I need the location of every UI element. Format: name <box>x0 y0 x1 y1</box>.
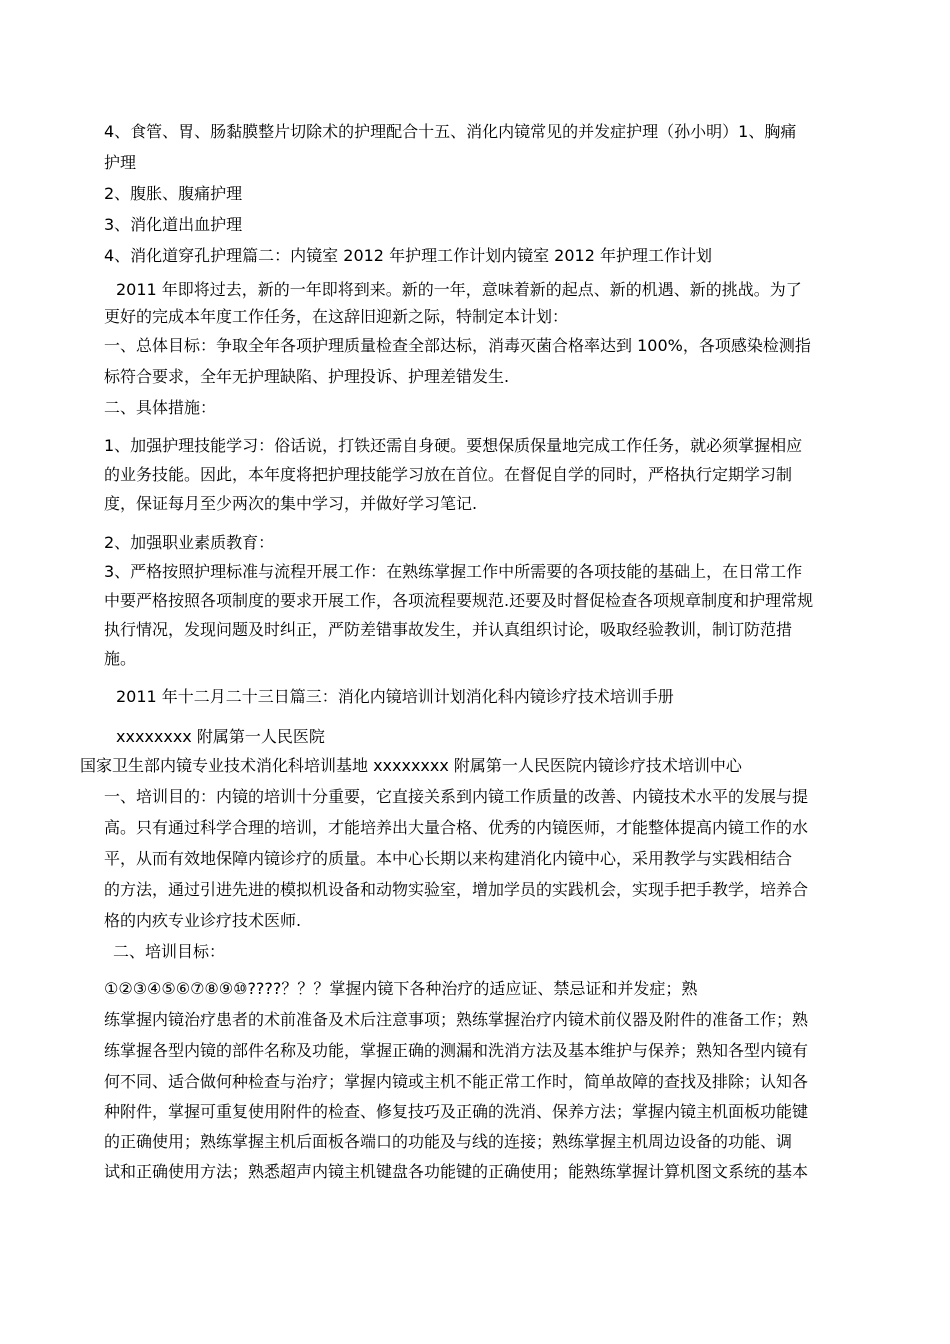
text-line: 度，保证每月至少两次的集中学习，并做好学习笔记. <box>104 494 478 513</box>
text-line: 练掌握各型内镜的部件名称及功能，掌握正确的测漏和洗消方法及基本维护与保养；熟知各型内镜有 <box>104 1041 809 1060</box>
text-line: 练掌握内镜治疗患者的术前准备及术后注意事项；熟练掌握治疗内镜术前仪器及附件的准备工作；熟 <box>104 1010 809 1029</box>
text-line: 标符合要求，全年无护理缺陷、护理投诉、护理差错发生. <box>104 367 510 386</box>
text-line: 2011 年十二月二十三日篇三：消化内镜培训计划消化科内镜诊疗技术培训手册 <box>116 687 674 706</box>
text-line: ①②③④⑤⑥⑦⑧⑨⑩????？？？掌握内镜下各种治疗的适应证、禁忌证和并发症；熟 <box>104 979 698 998</box>
text-line: 2、腹胀、腹痛护理 <box>104 184 243 203</box>
text-line: 1、加强护理技能学习：俗话说，打铁还需自身硬。要想保质保量地完成工作任务，就必须掌握相应 <box>104 436 803 455</box>
text-line: 中要严格按照各项制度的要求开展工作，各项流程要规范.还要及时督促检查各项规章制度和护理常规 <box>104 591 814 610</box>
text-line: 的正确使用；熟练掌握主机后面板各端口的功能及与线的连接；熟练掌握主机周边设备的功能、调 <box>104 1132 793 1151</box>
text-line: 3、严格按照护理标准与流程开展工作：在熟练掌握工作中所需要的各项技能的基础上，在日常工作 <box>104 562 803 581</box>
text-line: 4、食管、胃、肠黏膜整片切除术的护理配合十五、消化内镜常见的并发症护理（孙小明）1、胸痛 <box>104 122 797 141</box>
text-line: xxxxxxxx 附属第一人民医院 <box>116 727 325 746</box>
text-line: 二、具体措施： <box>104 398 217 417</box>
text-line: 种附件，掌握可重复使用附件的检查、修复技巧及正确的洗消、保养方法；掌握内镜主机面板功能键 <box>104 1102 809 1121</box>
text-line: 的方法，通过引进先进的模拟机设备和动物实验室，增加学员的实践机会，实现手把手教学，培养合 <box>104 880 809 899</box>
text-line: 的业务技能。因此，本年度将把护理技能学习放在首位。在督促自学的同时，严格执行定期学习制 <box>104 465 793 484</box>
text-line: 高。只有通过科学合理的培训，才能培养出大量合格、优秀的内镜医师，才能整体提高内镜工作的水 <box>104 818 809 837</box>
text-line: 更好的完成本年度工作任务，在这辞旧迎新之际，特制定本计划： <box>104 307 569 326</box>
text-line: 一、培训目的：内镜的培训十分重要，它直接关系到内镜工作质量的改善、内镜技术水平的发展与提 <box>104 787 809 806</box>
text-line: 格的内疚专业诊疗技术医师. <box>104 911 302 930</box>
text-line: 2011 年即将过去，新的一年即将到来。新的一年，意味着新的起点、新的机遇、新的挑战。为了 <box>116 280 802 299</box>
text-line: 执行情况，发现问题及时纠正，严防差错事故发生，并认真组织讨论，吸取经验教训，制订防范措 <box>104 620 793 639</box>
text-line: 施。 <box>104 649 137 668</box>
text-line: 何不同、适合做何种检查与治疗；掌握内镜或主机不能正常工作时，简单故障的查找及排除；认知各 <box>104 1072 809 1091</box>
text-line: 一、总体目标：争取全年各项护理质量检查全部达标，消毒灭菌合格率达到 100%，各项感染检测指 <box>104 336 811 355</box>
text-line: 试和正确使用方法；熟悉超声内镜主机键盘各功能键的正确使用；能熟练掌握计算机图文系统的基本 <box>104 1162 809 1181</box>
text-line: 护理 <box>104 153 137 172</box>
text-line: 2、加强职业素质教育： <box>104 533 275 552</box>
text-line: 二、培训目标： <box>113 942 226 961</box>
text-line: 4、消化道穿孔护理篇二：内镜室 2012 年护理工作计划内镜室 2012 年护理工作计划 <box>104 246 712 265</box>
text-line: 平，从而有效地保障内镜诊疗的质量。本中心长期以来构建消化内镜中心，采用教学与实践相结合 <box>104 849 793 868</box>
text-line: 国家卫生部内镜专业技术消化科培训基地 xxxxxxxx 附属第一人民医院内镜诊疗技术培训中心 <box>80 756 742 775</box>
text-line: 3、消化道出血护理 <box>104 215 243 234</box>
